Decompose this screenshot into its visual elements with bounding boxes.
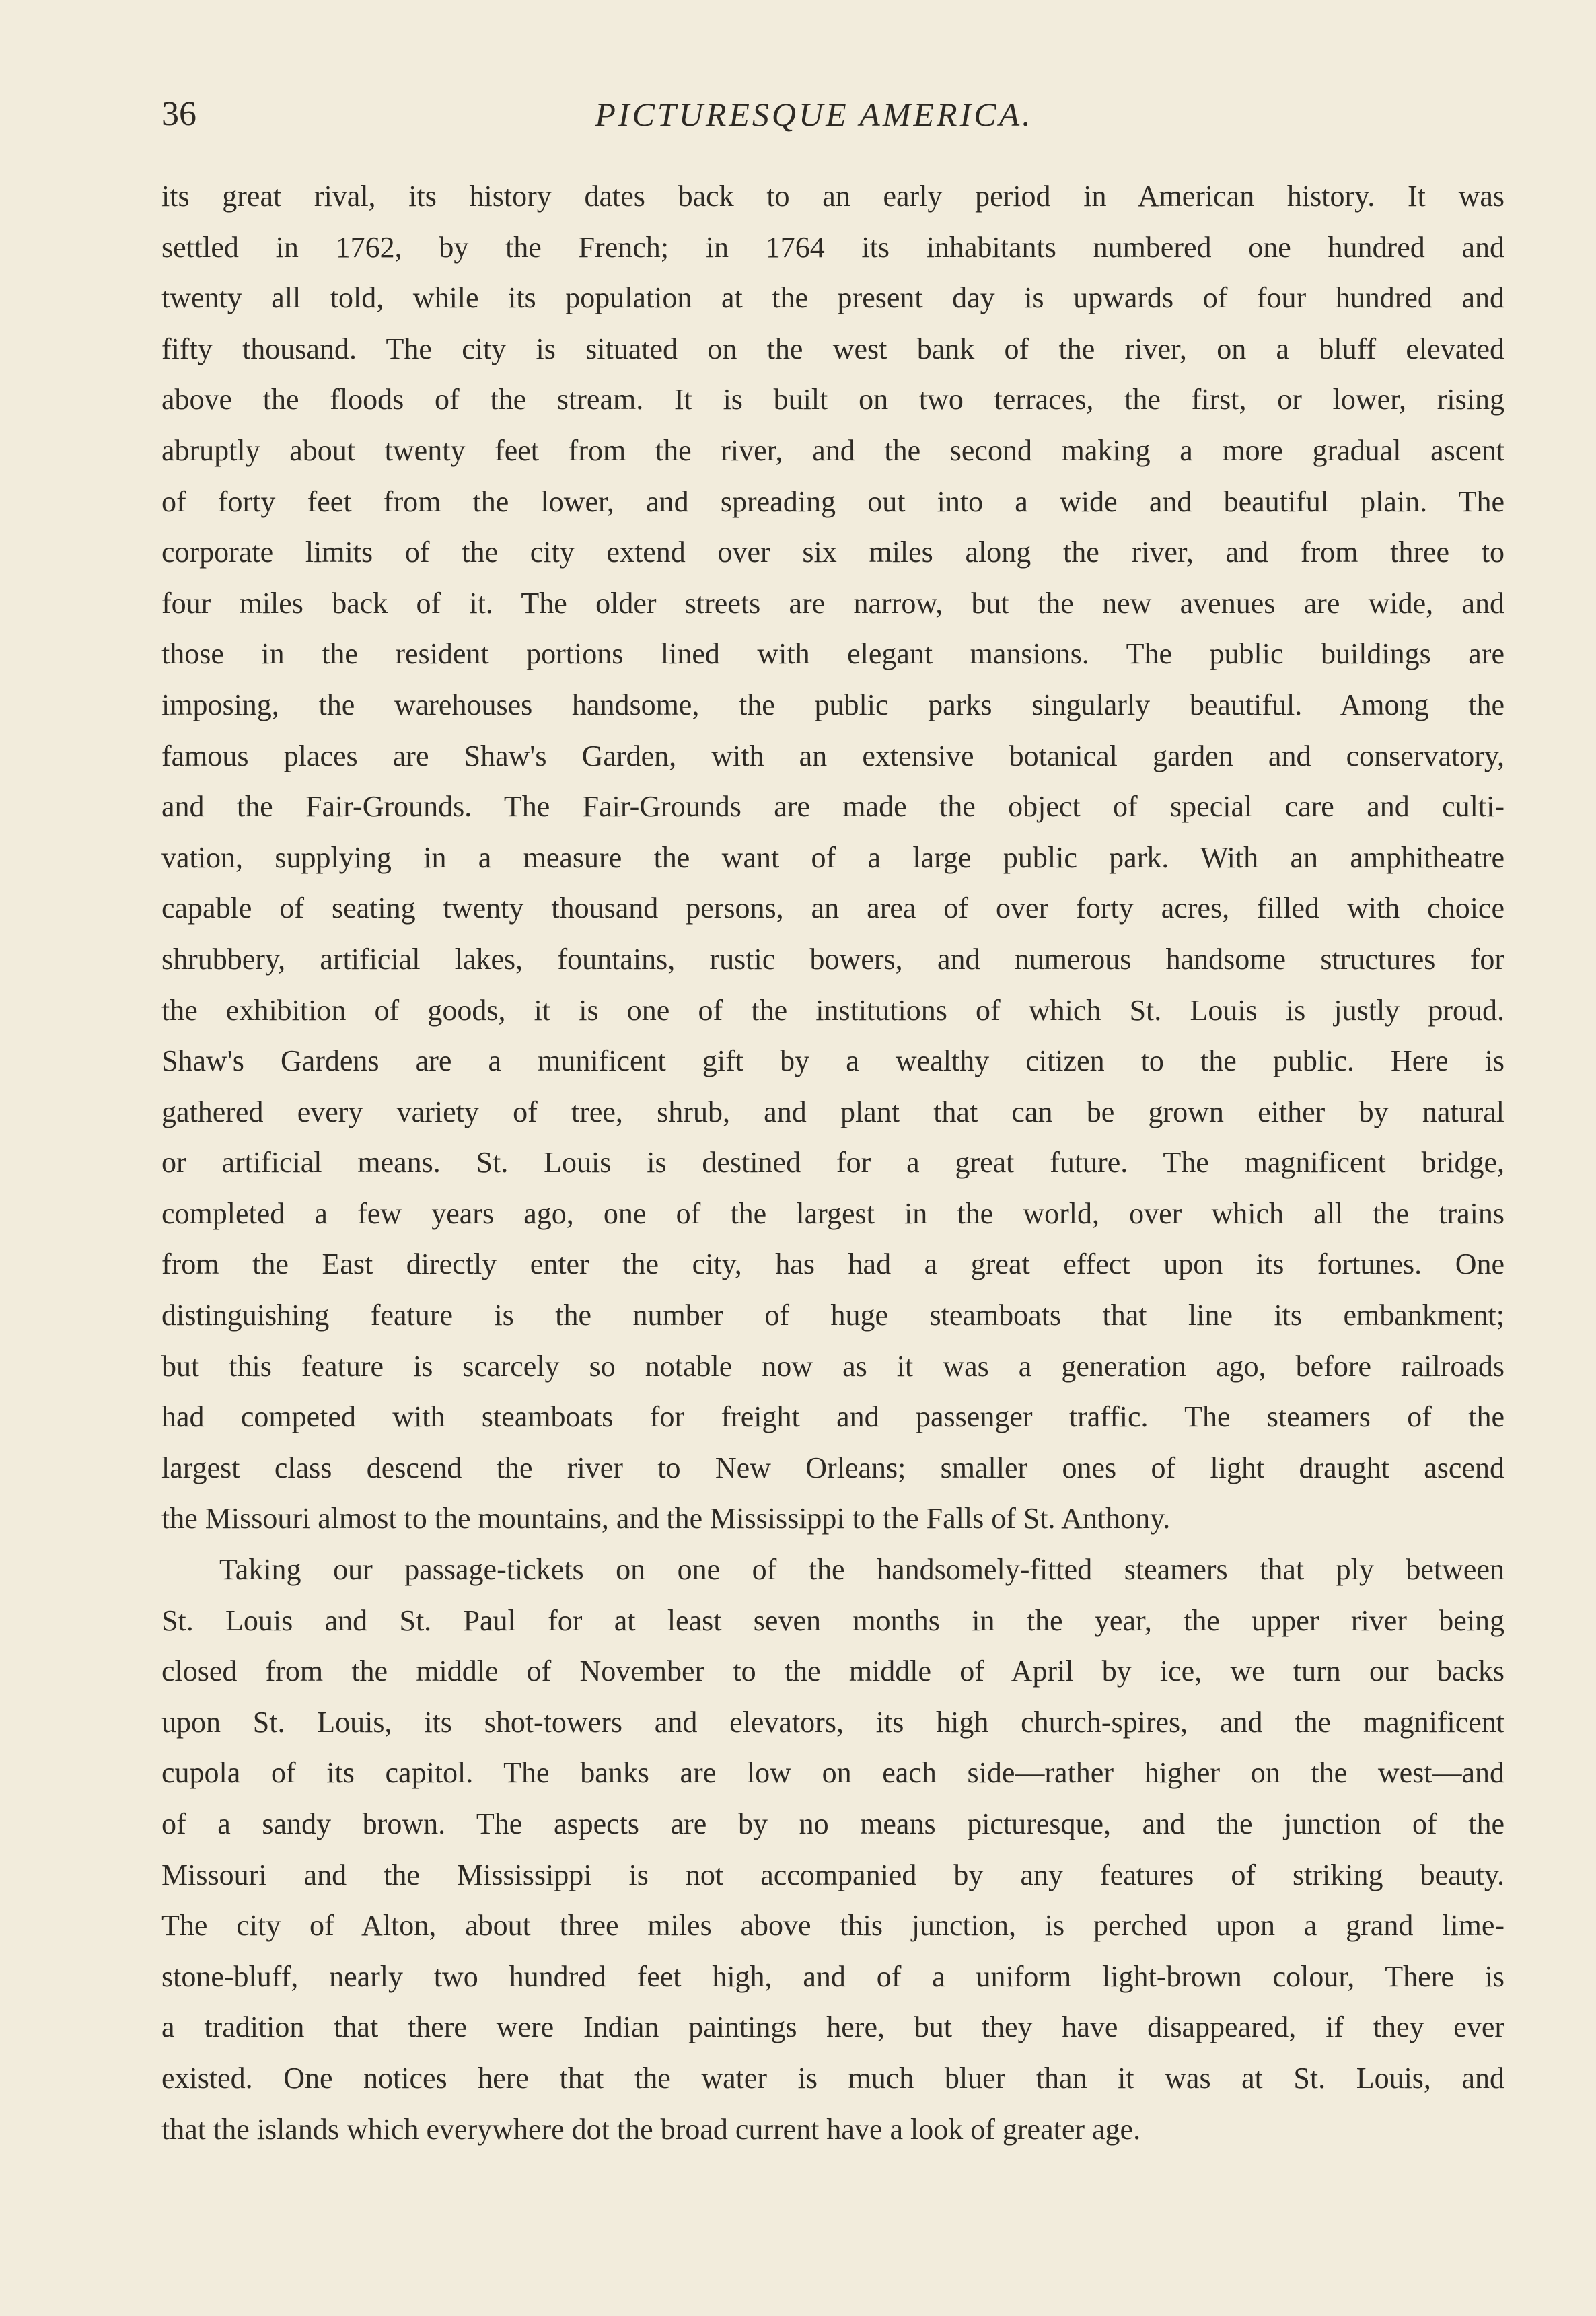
text-line: famous places are Shaw's Garden, with an extensive botanical garden and conservatory, (161, 739, 1504, 772)
text-line: capable of seating twenty thousand persons, an area of over forty acres, filled with choice (161, 892, 1504, 925)
page-number: 36 (161, 95, 196, 133)
body-text (161, 171, 1504, 2155)
text-line: fifty thousand. The city is situated on the west bank of the river, on a bluff elevated (161, 332, 1504, 365)
text-line: settled in 1762, by the French; in 1764 its inhabitants numbered one hundred and (161, 230, 1504, 264)
text-line: cupola of its capitol. The banks are low on each side—rather higher on the west—and (161, 1756, 1504, 1790)
text-line: those in the resident portions lined with elegant mansions. The public buildings are (161, 637, 1504, 671)
text-line: vation, supplying in a measure the want of a large public park. With an amphitheatre (161, 840, 1504, 874)
text-line: the Missouri almost to the mountains, and the Mississippi to the Falls of St. Anthony. (161, 1502, 1171, 1535)
text-line: Taking our passage-tickets on one of the handsomely-fitted steamers that ply between (219, 1553, 1504, 1587)
text-line: shrubbery, artificial lakes, fountains, rustic bowers, and numerous handsome structures for (161, 942, 1504, 976)
text-line: The city of Alton, about three miles above this junction, is perched upon a grand lime- (161, 1909, 1504, 1943)
text-line: above the floods of the stream. It is built on two terraces, the first, or lower, rising (161, 383, 1504, 417)
text-line: imposing, the warehouses handsome, the public parks singularly beautiful. Among the (161, 688, 1504, 721)
text-line: of forty feet from the lower, and spreading out into a wide and beautiful plain. The (161, 484, 1504, 518)
text-line: that the islands which everywhere dot the broad current have a look of greater age. (161, 2112, 1141, 2146)
text-line: had competed with steamboats for freight and passenger traffic. The steamers of the (161, 1400, 1504, 1434)
text-line: Shaw's Gardens are a munificent gift by a wealthy citizen to the public. Here is (161, 1044, 1504, 1078)
text-line: from the East directly enter the city, has had a great effect upon its fortunes. One (161, 1247, 1504, 1281)
text-line: a tradition that there were Indian paintings here, but they have disappeared, if they ever (161, 2011, 1504, 2044)
text-line: but this feature is scarcely so notable now as it was a generation ago, before railroads (161, 1349, 1504, 1383)
text-line: closed from the middle of November to the middle of April by ice, we turn our backs (161, 1655, 1504, 1688)
running-title: PICTURESQUE AMERICA. (595, 96, 1033, 133)
text-line: its great rival, its history dates back to an early period in American history. It was (161, 180, 1504, 213)
text-line: abruptly about twenty feet from the river, and the second making a more gradual ascent (161, 433, 1504, 467)
text-line: distinguishing feature is the number of huge steamboats that line its embankment; (161, 1299, 1504, 1332)
text-line: twenty all told, while its population at the present day is upwards of four hundred and (161, 281, 1504, 315)
text-line: or artificial means. St. Louis is destined for a great future. The magnificent bridge, (161, 1146, 1504, 1180)
text-line: corporate limits of the city extend over six miles along the river, and from three to (161, 536, 1504, 569)
page-header (161, 87, 1467, 141)
text-line: and the Fair-Grounds. The Fair-Grounds are made the object of special care and culti- (161, 790, 1504, 824)
text-line: St. Louis and St. Paul for at least seven months in the year, the upper river being (161, 1603, 1504, 1637)
text-line: the exhibition of goods, it is one of the institutions of which St. Louis is justly proud. (161, 993, 1504, 1027)
text-line: existed. One notices here that the water is much bluer than it was at St. Louis, and (161, 2061, 1504, 2095)
text-line: completed a few years ago, one of the largest in the world, over which all the trains (161, 1196, 1504, 1230)
text-line: stone-bluff, nearly two hundred feet high, and of a uniform light-brown colour, There is (161, 1959, 1504, 1993)
text-line: largest class descend the river to New Orleans; smaller ones of light draught ascend (161, 1451, 1504, 1484)
text-line: four miles back of it. The older streets are narrow, but the new avenues are wide, and (161, 586, 1504, 620)
text-line: gathered every variety of tree, shrub, and plant that can be grown either by natural (161, 1095, 1504, 1128)
text-line: upon St. Louis, its shot-towers and elevators, its high church-spires, and the magnificent (161, 1705, 1504, 1739)
text-line: of a sandy brown. The aspects are by no means picturesque, and the junction of the (161, 1807, 1504, 1840)
text-line: Missouri and the Mississippi is not accompanied by any features of striking beauty. (161, 1858, 1504, 1891)
